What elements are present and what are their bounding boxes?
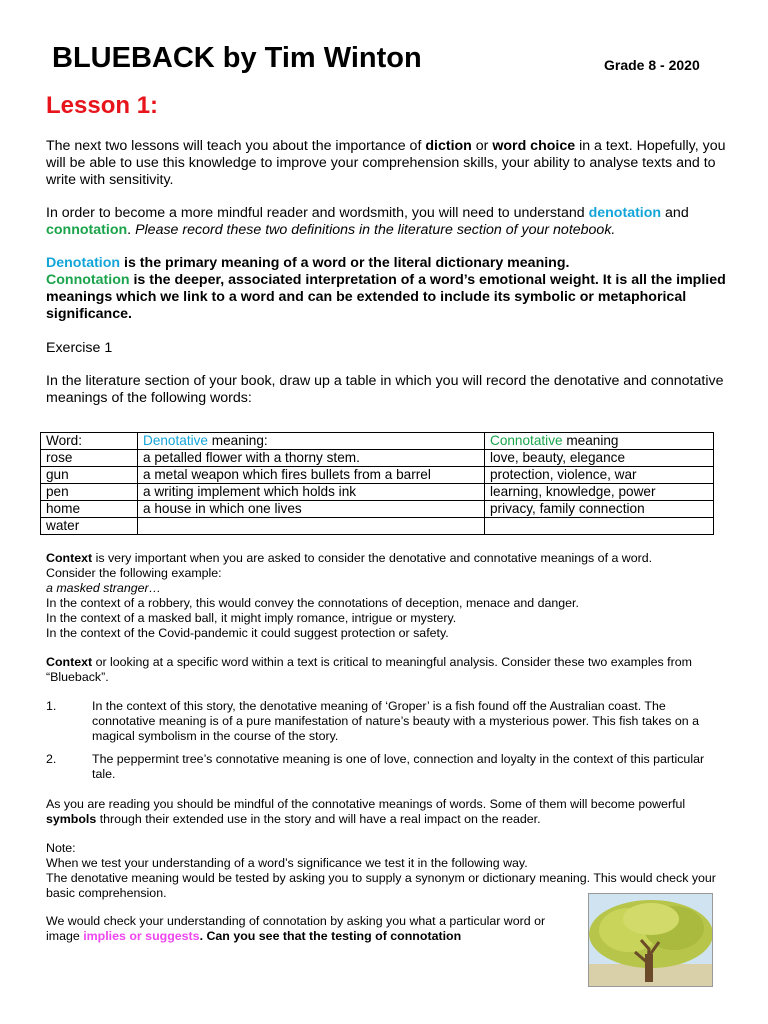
context-line-robbery: In the context of a robbery, this would convey the connotations of deception, menace and danger. — [46, 596, 579, 610]
document-title: BLUEBACK by Tim Winton — [52, 42, 422, 74]
numbered-item-1 — [46, 699, 726, 744]
note-block — [46, 841, 726, 901]
cell-word: rose — [41, 450, 138, 467]
note-line-1: When we test your understanding of a word’s significance we test it in the following way. — [46, 856, 528, 870]
lesson-heading: Lesson 1: — [46, 92, 159, 119]
cell-denotative: a petalled flower with a thorny stem. — [138, 450, 485, 467]
cell-word: gun — [41, 467, 138, 484]
numbered-item-2 — [46, 752, 726, 782]
note-label: Note: — [46, 841, 76, 855]
item-text: In the context of this story, the denotative meaning of ‘Groper’ is a fish found off the Australian coast. The connotative meaning is of a pure manifestation of nature’s beauty with a mysterious power. This fish takes on a magical symbolism in the course of the story. — [92, 699, 700, 743]
header-word: Word: — [41, 433, 138, 450]
reading-paragraph: As you are reading you should be mindful of the connotative meanings of words. Some of them will become powerful symbols through their extended use in the story and will have a real impact on the reader. — [46, 797, 686, 826]
table-row — [41, 484, 714, 501]
cell-connotative: learning, knowledge, power — [485, 484, 714, 501]
cell-word: water — [41, 518, 138, 535]
tree-image — [589, 894, 712, 986]
intro-paragraph-1: The next two lessons will teach you about the importance of diction or word choice in a text. Hopefully, you will be able to use this knowledge to improve your comprehension skills, your ability to analyse texts and to write with sensitivity. — [46, 138, 726, 188]
cell-connotative: love, beauty, elegance — [485, 450, 714, 467]
table-row — [41, 518, 714, 535]
header-connotative: Connotative meaning — [485, 433, 714, 450]
cell-connotative: privacy, family connection — [485, 501, 714, 518]
denotation-definition: Denotation is the primary meaning of a word or the literal dictionary meaning. — [46, 255, 570, 271]
header-denotative: Denotative meaning: — [138, 433, 485, 450]
table-header-row — [41, 433, 714, 450]
exercise-label: Exercise 1 — [46, 340, 113, 356]
cell-denotative: a house in which one lives — [138, 501, 485, 518]
cell-connotative: protection, violence, war — [485, 467, 714, 484]
table-row — [41, 467, 714, 484]
cell-denotative: a metal weapon which fires bullets from a barrel — [138, 467, 485, 484]
cell-word: home — [41, 501, 138, 518]
context-block — [46, 551, 726, 641]
context-example: a masked stranger… — [46, 581, 162, 595]
item-text: The peppermint tree’s connotative meaning is one of love, connection and loyalty in the context of this particular tale. — [92, 752, 705, 781]
context-intro: Context is very important when you are asked to consider the denotative and connotative meanings of a word. — [46, 551, 653, 565]
context-paragraph-2: Context or looking at a specific word within a text is critical to meaningful analysis. Consider these two examples from “Blueback”. — [46, 655, 692, 684]
item-number: 2. — [46, 752, 57, 766]
note-line-2: The denotative meaning would be tested by asking you to supply a synonym or dictionary meaning. This would check your basic comprehension. — [46, 871, 716, 900]
cell-denotative — [138, 518, 485, 535]
intro-paragraph-2: In order to become a more mindful reader and wordsmith, you will need to understand denotation and connotation. Please record these two definitions in the literature section of your notebook. — [46, 205, 689, 238]
peppermint-tree-photo — [588, 893, 713, 987]
cell-denotative: a writing implement which holds ink — [138, 484, 485, 501]
table-row — [41, 450, 714, 467]
cell-connotative — [485, 518, 714, 535]
word-meanings-table — [40, 432, 714, 535]
context-consider: Consider the following example: — [46, 566, 222, 580]
cell-word: pen — [41, 484, 138, 501]
note-paragraph-2: We would check your understanding of connotation by asking you what a particular word or image implies or suggests. Can you see that the testing of connotation — [46, 914, 546, 943]
grade-label: Grade 8 - 2020 — [604, 57, 700, 73]
table-row — [41, 501, 714, 518]
definitions-block — [46, 255, 726, 323]
context-line-covid: In the context of the Covid-pandemic it could suggest protection or safety. — [46, 626, 449, 640]
item-number: 1. — [46, 699, 57, 713]
context-line-masked-ball: In the context of a masked ball, it might imply romance, intrigue or mystery. — [46, 611, 457, 625]
connotation-definition: Connotation is the deeper, associated interpretation of a word’s emotional weight. It is all the implied meanings which we link to a word and can be extended to include its symbolic or metaphorical significance. — [46, 272, 726, 322]
exercise-instructions: In the literature section of your book, draw up a table in which you will record the denotative and connotative meanings of the following words: — [46, 373, 724, 406]
